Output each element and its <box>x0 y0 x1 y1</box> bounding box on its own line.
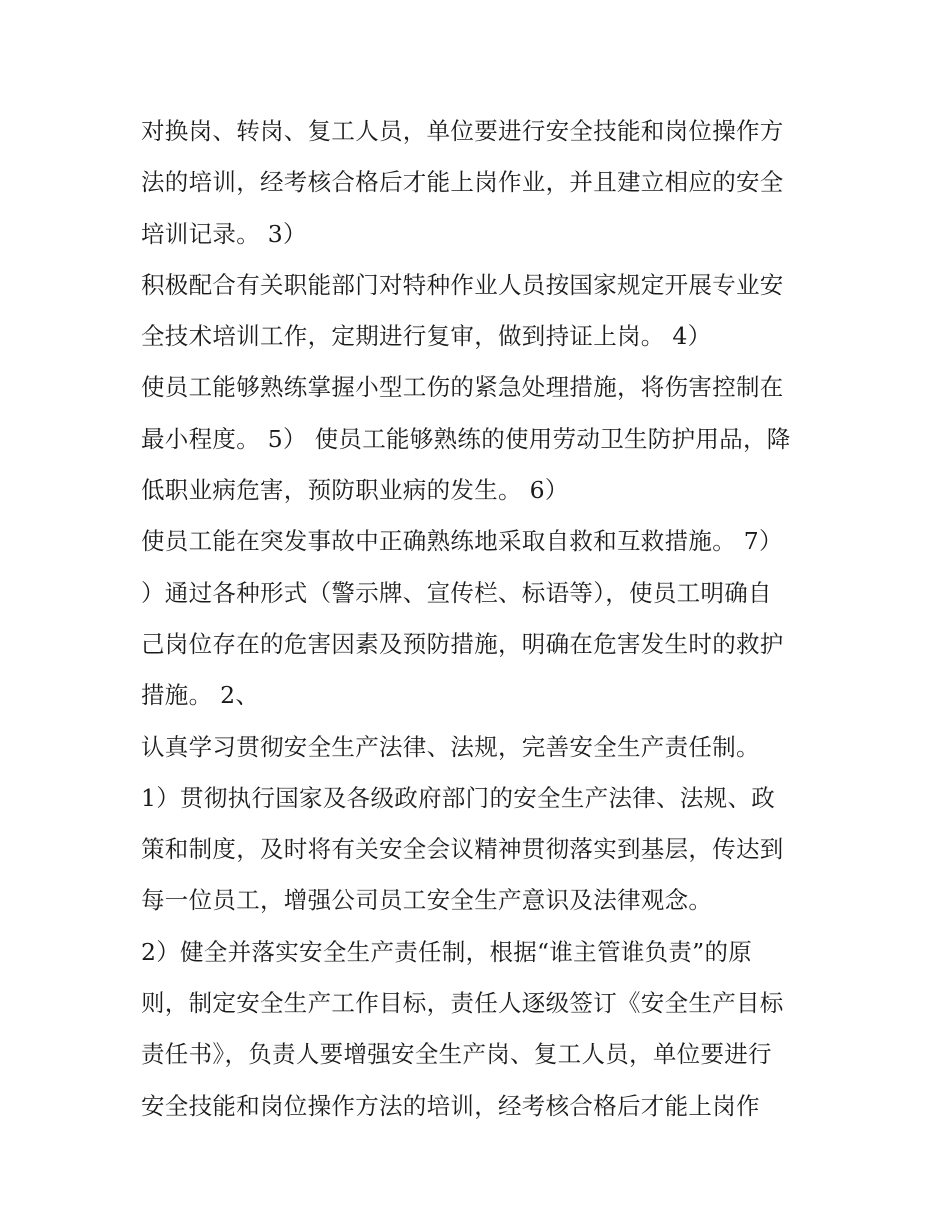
text-line: 使员工能够熟练掌握小型工伤的紧急处理措施，将伤害控制在 <box>141 373 784 402</box>
text-line: 对换岗、转岗、复工人员，单位要进行安全技能和岗位操作方 <box>141 117 784 145</box>
text-line: 积极配合有关职能部门对特种作业人员按国家规定开展专业安 <box>141 270 784 299</box>
text-line: 安全技能和岗位操作方法的培训，经考核合格后才能上岗作 <box>141 1091 760 1120</box>
text-line: 认真学习贯彻安全生产法律、法规，完善安全生产责任制。 <box>141 732 760 761</box>
text-line: 培训记录。 3） <box>141 219 307 248</box>
text-line: 措施。 2、 <box>141 681 260 710</box>
text-line: 全技术培训工作，定期进行复审，做到持证上岗。 4） <box>141 322 712 351</box>
text-line: ）通过各种形式（警示牌、宣传栏、标语等），使员工明确自 <box>141 578 772 607</box>
text-line: 使员工能在突发事故中正确熟练地采取自救和互救措施。 7） <box>141 527 783 556</box>
text-line: 低职业病危害，预防职业病的发生。 6） <box>141 476 569 505</box>
text-line: 1）贯彻执行国家及各级政府部门的安全生产法律、法规、政 <box>141 783 776 812</box>
text-line: 策和制度，及时将有关安全会议精神贯彻落实到基层，传达到 <box>141 835 784 864</box>
body-text <box>141 106 831 1132</box>
text-line: 己岗位存在的危害因素及预防措施，明确在危害发生时的救护 <box>141 629 784 658</box>
text-line: 则，制定安全生产工作目标，责任人逐级签订《安全生产目标 <box>141 989 784 1018</box>
text-line: 每一位员工，增强公司员工安全生产意识及法律观念。 <box>141 886 713 915</box>
text-line: 2）健全并落实安全生产责任制，根据“谁主管谁负责”的原 <box>141 937 753 966</box>
text-line: 责任书》，负责人要增强安全生产岗、复工人员，单位要进行 <box>141 1040 772 1069</box>
text-line: 法的培训，经考核合格后才能上岗作业，并且建立相应的安全 <box>141 168 784 197</box>
text-line: 最小程度。 5） 使员工能够熟练的使用劳动卫生防护用品，降 <box>141 424 791 453</box>
